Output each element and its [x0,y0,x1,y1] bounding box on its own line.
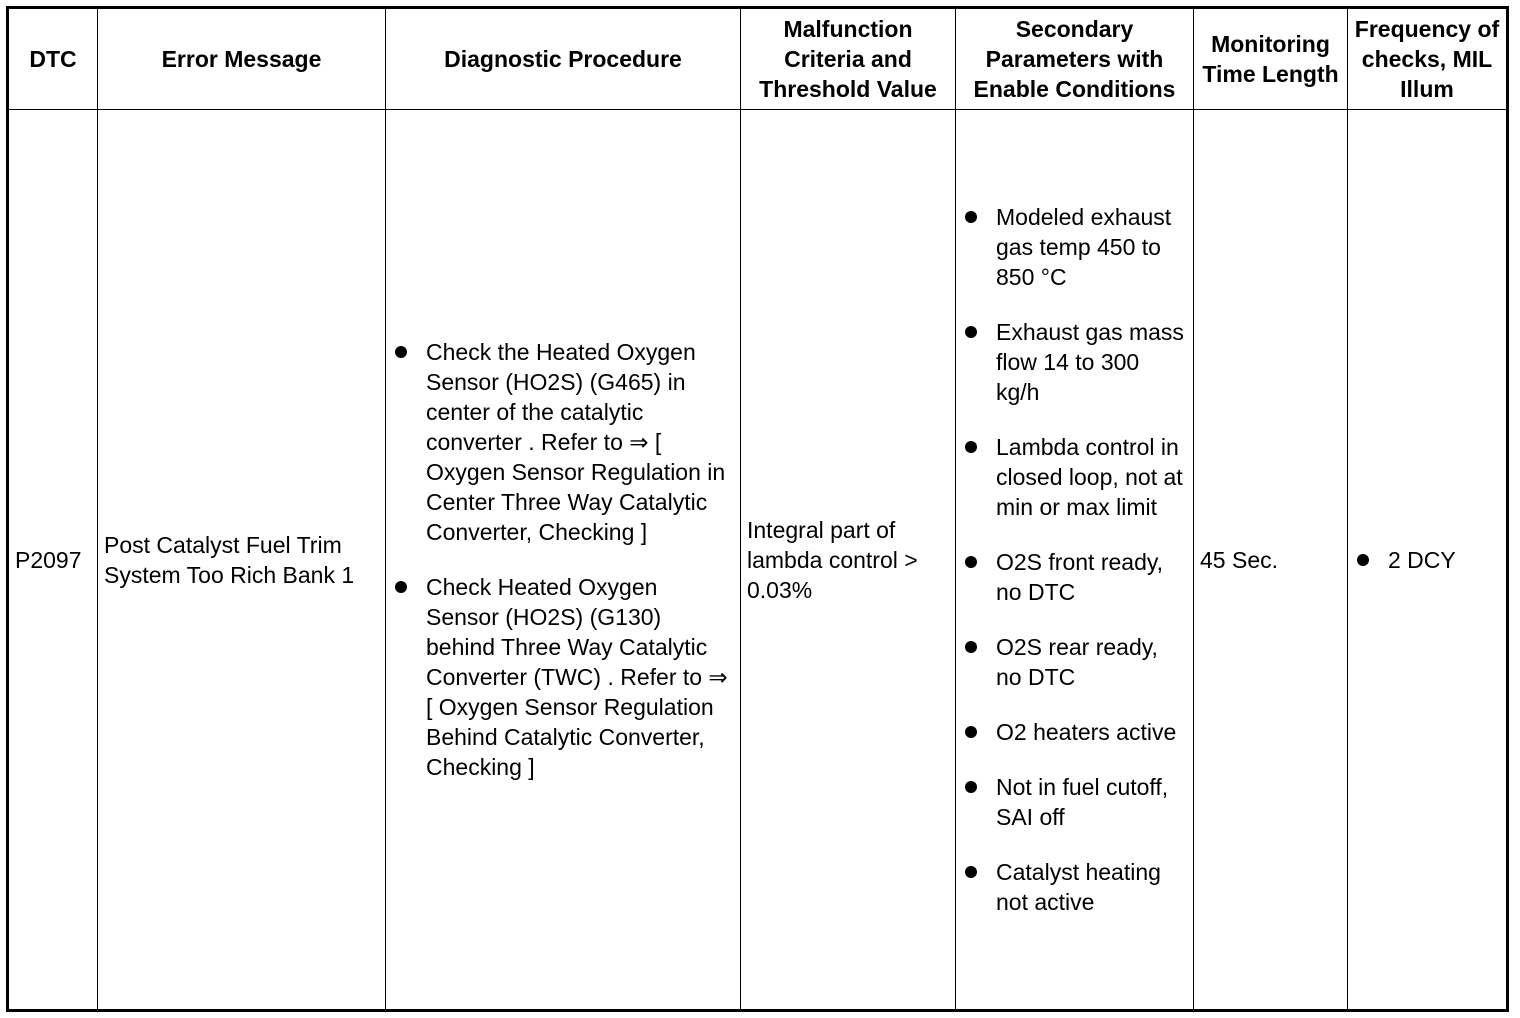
cell-malfunction-criteria: Integral part of lambda control > 0.03% [741,110,956,1011]
diagnostic-step: Check the Heated Oxygen Sensor (HO2S) (G465) in center of the catalytic converter . Refer to ⇒ [ Oxygen Sensor Regulation in Center Three Way Catalytic Converter, Checking ] [426,339,726,545]
cell-diagnostic-procedure [386,110,741,1011]
bullet-icon [395,581,407,593]
bullet-icon [965,326,977,338]
header-secondary-parameters: Secondary Parameters with Enable Conditions [956,8,1194,110]
parameter-text: O2S rear ready, no DTC [996,634,1158,690]
header-diagnostic-procedure: Diagnostic Procedure [386,8,741,110]
cell-error-message: Post Catalyst Fuel Trim System Too Rich Bank 1 [98,110,386,1011]
list-item [962,772,1187,832]
list-item [962,432,1187,522]
list-item [962,717,1187,747]
bullet-icon [965,211,977,223]
bullet-icon [965,726,977,738]
table-row [8,110,1508,1011]
list-item [962,317,1187,407]
list-item [962,202,1187,292]
cell-dtc: P2097 [8,110,98,1011]
dtc-table [6,6,1509,1012]
cell-monitoring-time: 45 Sec. [1194,110,1348,1011]
parameter-text: Lambda control in closed loop, not at min or max limit [996,434,1183,520]
header-dtc: DTC [8,8,98,110]
header-frequency: Frequency of checks, MIL Illum [1348,8,1508,110]
secondary-parameters-list [962,202,1187,917]
bullet-icon [965,781,977,793]
list-item [392,337,734,547]
list-item [962,632,1187,692]
header-malfunction-criteria: Malfunction Criteria and Threshold Value [741,8,956,110]
bullet-icon [965,866,977,878]
bullet-icon [395,346,407,358]
parameter-text: Exhaust gas mass flow 14 to 300 kg/h [996,319,1184,405]
list-item [392,572,734,782]
dtc-table-container [6,6,1506,1012]
parameter-text: Not in fuel cutoff, SAI off [996,774,1169,830]
list-item [962,857,1187,917]
header-error-message: Error Message [98,8,386,110]
parameter-text: Modeled exhaust gas temp 450 to 850 °C [996,204,1172,290]
header-monitoring-time: Monitoring Time Length [1194,8,1348,110]
bullet-icon [965,556,977,568]
bullet-icon [965,641,977,653]
parameter-text: O2S front ready, no DTC [996,549,1164,605]
list-item [962,547,1187,607]
header-row [8,8,1508,110]
bullet-icon [965,441,977,453]
parameter-text: Catalyst heating not active [996,859,1161,915]
parameter-text: O2 heaters active [996,719,1177,745]
frequency-item [1354,545,1456,575]
frequency-text: 2 DCY [1388,546,1456,573]
diagnostic-procedure-list [392,337,734,782]
diagnostic-step: Check Heated Oxygen Sensor (HO2S) (G130) behind Three Way Catalytic Converter (TWC) . Refer to ⇒ [ Oxygen Sensor Regulation Behind Catalytic Converter, Checking ] [426,574,728,780]
cell-secondary-parameters [956,110,1194,1011]
cell-frequency [1348,110,1508,1011]
bullet-icon [1357,554,1369,566]
